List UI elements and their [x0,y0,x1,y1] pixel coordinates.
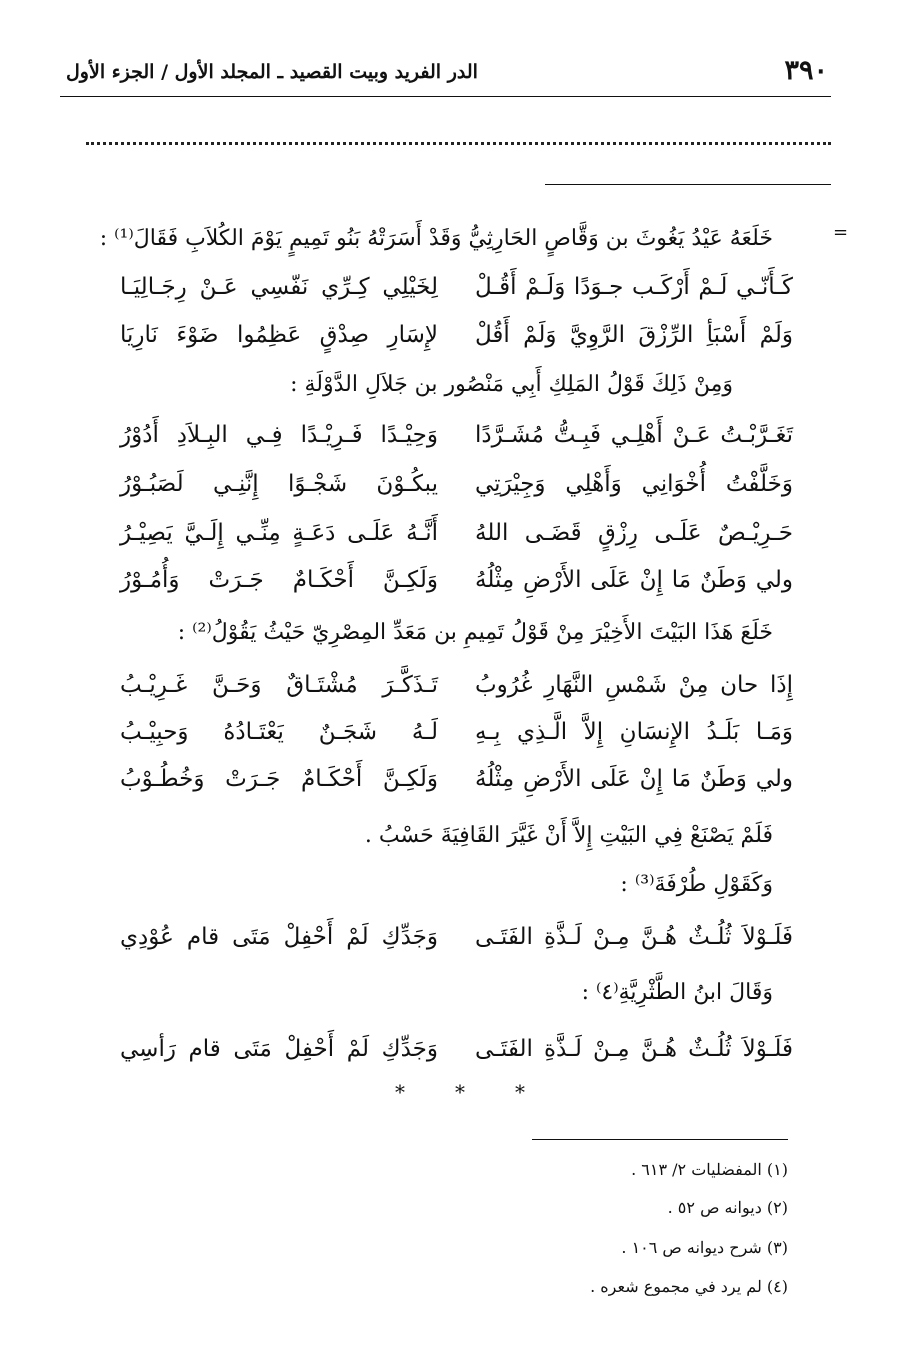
footnote-divider [532,1139,788,1140]
paragraph-source: خَلَعَ هَذَا البَيْتَ الأَخِيْرَ مِنْ قَوْلُ تَمِيمِ بن مَعَدِّ المِصْرِيّ حَيْثُ يَقُوْلُ⁽²⁾ : [177,620,773,645]
footnote: (٢) ديوانه ص ٥٢ . [667,1198,788,1217]
verse-second-hemistich: وَجَدِّكِ لَمْ أَحْفِلْ مَتَى قام عُوْدِي [120,924,438,950]
footnote: (٣) شرح ديوانه ص ١٠٦ . [621,1238,788,1257]
verse-line [120,424,793,464]
star-icon: * [455,1080,465,1104]
verse-first-hemistich: حَـرِيْـصٌ عَلَـى رِزْقٍ قَضَـى اللهُ [475,520,793,546]
paragraph-attribution: وَمِنْ ذَلِكَ قَوْلُ المَلِكِ أَبِي مَنْصُور بن جَلاَلِ الدَّوْلَةِ : [290,372,733,397]
verse-first-hemistich: وَخَلَّفْتُ أُخْوَانِي وَأَهْلِي وَجِيْرَتِي [475,471,793,497]
verse-first-hemistich: ولي وَطَنٌ مَا إِنْ عَلَى الأَرْضِ مِثْلُهُ [475,766,793,792]
continuation-mark: = [833,222,849,243]
verse-first-hemistich: فَلَـوْلاَ ثُلُـثٌ هُـنَّ مِـنْ لَـذَّةِ الفَتَـى [475,924,793,950]
section-divider [545,184,831,185]
verse-line [120,1038,793,1078]
verse-second-hemistich: يبكُـوْنَ شَجْـوًا إِنَّنِـي لَصَبُـوْرُ [120,471,438,497]
verse-second-hemistich: لإِسَارِ صِدْقٍ عَظِمُوا ضَوْءَ نَارِيَا [120,322,438,348]
verse-second-hemistich: وَجَدِّكِ لَمْ أَحْفِلْ مَتَى قام رَأسِي [120,1036,438,1062]
verse-second-hemistich: تَـذَكَّـرَ مُشْتَـاقٌ وَحَـنَّ غَـرِيْـبُ [120,672,438,698]
footnote: (٤) لم يرد في مجموع شعره . [590,1277,788,1296]
verse-first-hemistich: كَـأَنّـي لَـمْ أَرْكَـب جـوَدًا وَلَـمْ أَقُـلْ [475,274,793,300]
verse-line [120,926,793,966]
verse-first-hemistich: ولي وَطَنٌ مَا إِنْ عَلَى الأَرْضِ مِثْلُهُ [475,567,793,593]
verse-second-hemistich: أَنَّـهُ عَلَـى دَعَـةٍ مِنِّـي إِلَـيَّ يَصِيْـرُ [120,520,438,546]
paragraph-remark: فَلَمْ يَصْنَعْ فِي البَيْتِ إِلاَّ أَنْ غَيَّرَ القَافِيَةَ حَسْبُ . [364,823,773,848]
dotted-separator [86,142,831,145]
paragraph-intro: خَلَعَهُ عَيْدُ يَغُوثَ بن وَقَّاصٍ الحَارِثِيُّ وَقَدْ أَسَرَتْهُ بَنُو تَمِيمٍ يَوْمَ الكُلاَبِ فَقَالَ⁽¹⁾ : [99,226,773,251]
verse-second-hemistich: وَحِيْـدًا فَـرِيْـدًا فِـي البِـلاَدِ أَدُوْرُ [120,422,438,448]
verse-line [120,569,793,609]
verse-first-hemistich: تَغَـرَّبْـتُ عَـنْ أَهْلِـي فَبِـتُّ مُشَـرَّدًا [475,422,793,448]
verse-line [120,473,793,513]
verse-second-hemistich: وَلَكِـنَّ أَحْكَـامٌ جَـرَتْ وَأُمُـوْرُ [120,567,438,593]
verse-second-hemistich: لِخَيْلِي كِـرِّي نَفّسِي عَـنْ رِجَـالِيَـا [120,274,438,300]
paragraph-tarafa: وَكَقَوْلِ طُرْفَةَ⁽³⁾ : [620,872,773,897]
footnote: (١) المفضليات ٢/ ٦١٣ . [631,1160,788,1179]
star-icon: * [395,1080,405,1104]
verse-first-hemistich: وَلَمْ أَسْبَأِ الرِّزْقَ الرَّوِيَّ وَلَمْ أَقُلْ [475,322,793,348]
page-number: ٣٩٠ [784,55,828,86]
verse-second-hemistich: لَـهُ شَجَـنٌ يَعْتَـادُهُ وَحبِيْـبُ [120,719,438,745]
paragraph-ibn-altathriyya: وَقَالَ ابنُ الطَّثْرِيَّةِ⁽٤⁾ : [581,980,773,1005]
section-end-stars [395,1080,525,1104]
verse-line [120,276,793,316]
verse-line [120,721,793,761]
verse-first-hemistich: وَمَـا بَلَـدُ الإِنسَانِ إِلاَّ الَّـذِي بِـهِ [475,719,793,745]
running-header-title: الدر الفريد وبيت القصيد ـ المجلد الأول / الجزء الأول [66,61,478,83]
star-icon: * [515,1080,525,1104]
verse-line [120,324,793,364]
verse-line [120,674,793,714]
header-divider [60,96,831,97]
verse-line [120,768,793,808]
verse-first-hemistich: فَلَـوْلاَ ثُلُـثٌ هُـنَّ مِـنْ لَـذَّةِ الفَتَـى [475,1036,793,1062]
verse-first-hemistich: إِذَا حان مِنْ شَمْسِ النَّهَارِ غُرُوبُ [475,672,793,698]
verse-second-hemistich: وَلَكِـنَّ أَحْكَـامٌ جَـرَتْ وَخُطُـوْبُ [120,766,438,792]
verse-line [120,522,793,562]
